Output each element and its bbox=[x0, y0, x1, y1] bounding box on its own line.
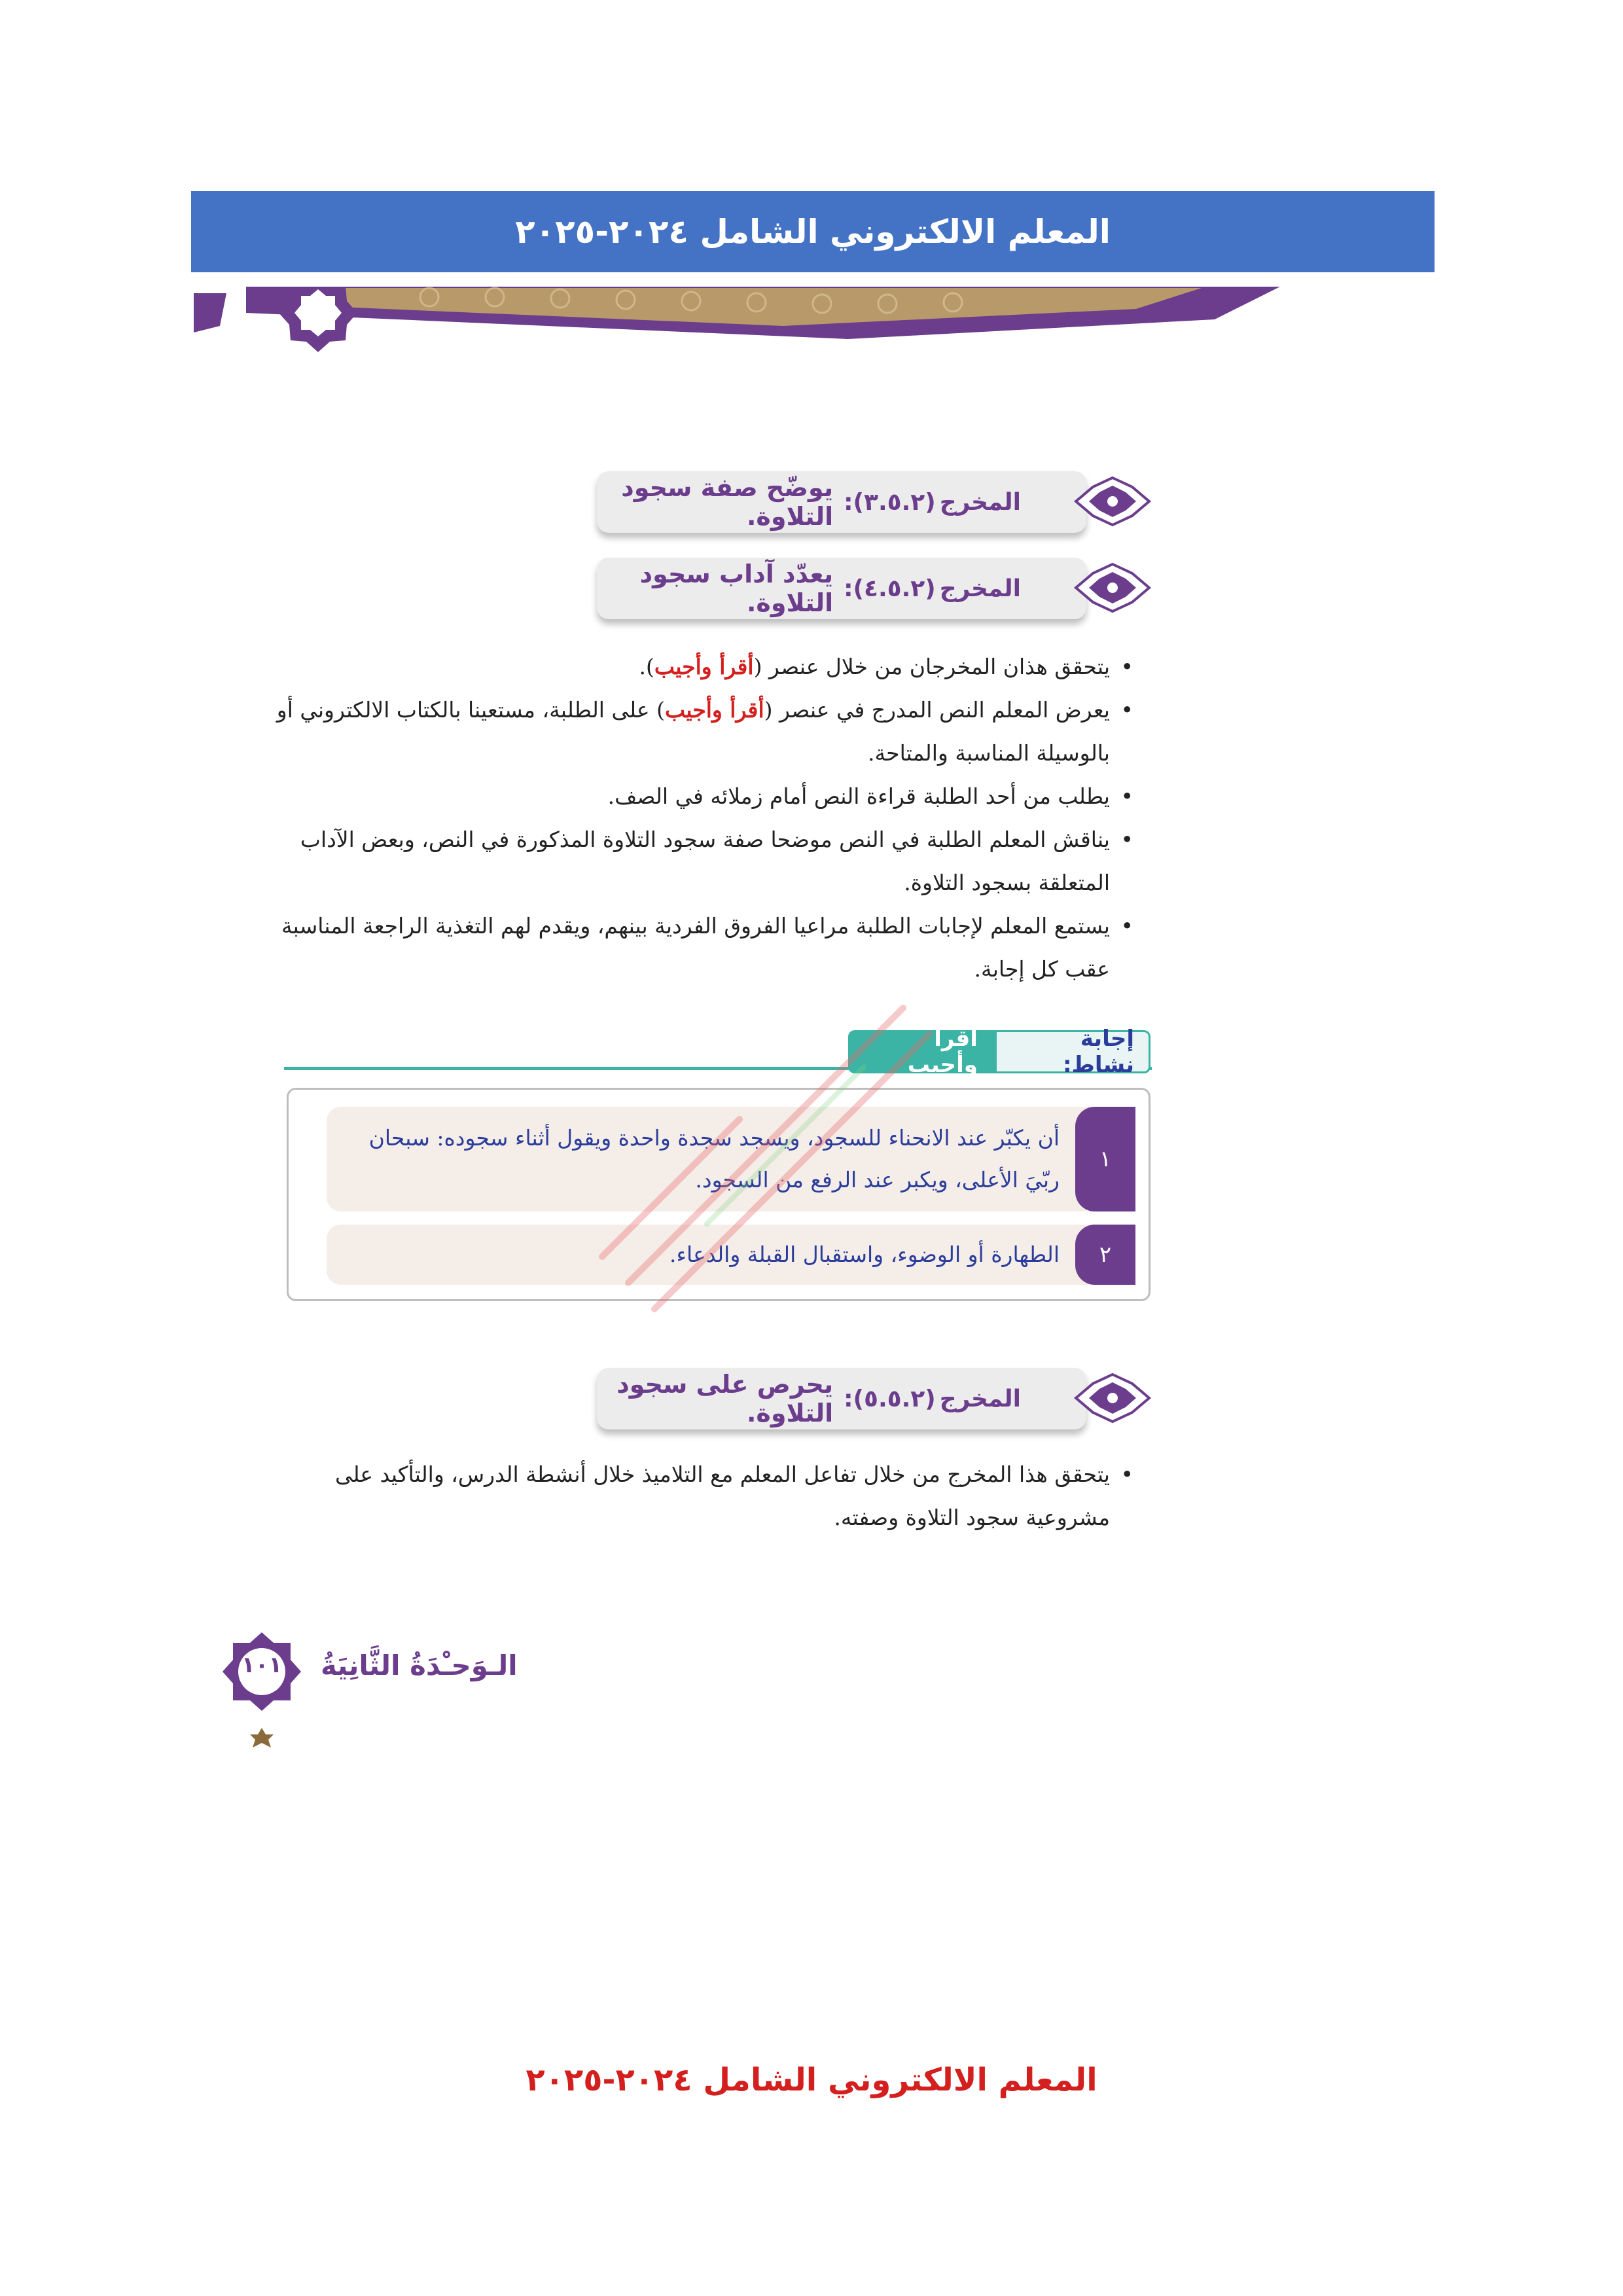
outcome-box-1 bbox=[597, 471, 1086, 533]
outcome-text: يحرص على سجود التلاوة. bbox=[616, 1370, 834, 1427]
answer-text: أن يكبّر عند الانحناء للسجود، ويسجد سجدة واحدة ويقول أثناء سجوده: سبحان ربّيَ الأعلى، ويكبر عند الرفع من السجود. bbox=[368, 1125, 1060, 1193]
page-number: ١٠١ bbox=[241, 1652, 283, 1678]
activity-tab-name: أقرأ وأجيب bbox=[848, 1030, 995, 1073]
decorative-band bbox=[194, 287, 1280, 378]
highlight-text: أقرأ وأجيب bbox=[664, 697, 764, 723]
outcome-code: (٥.٥.٢): bbox=[844, 1385, 936, 1412]
highlight-text: أقرأ وأجيب bbox=[654, 654, 754, 679]
outcome-box-3 bbox=[597, 1368, 1086, 1429]
activity-tab bbox=[848, 1026, 1150, 1078]
activity-tab-label: إجابة نشاط: bbox=[995, 1030, 1150, 1073]
outcome-text: يوضّح صفة سجود التلاوة. bbox=[621, 473, 834, 531]
outcome-label: المخرج bbox=[939, 575, 1021, 602]
header-bar bbox=[191, 191, 1435, 272]
outcome-code: (٤.٥.٢): bbox=[844, 575, 936, 602]
outcome-box-2 bbox=[597, 558, 1086, 619]
list-item: • يستمع المعلم لإجابات الطلبة مراعيا الفروق الفردية بينهم، ويقدم لهم التغذية الراجعة المناسبة عقب كل إجابة. bbox=[263, 905, 1133, 991]
footer-title: المعلم الالكتروني الشامل ٢٠٢٤-٢٠٢٥ bbox=[526, 2062, 1097, 2098]
list-item: • يتحقق هذان المخرجان من خلال عنصر (أقرأ وأجيب). bbox=[263, 645, 1133, 689]
list-item: • يطلب من أحد الطلبة قراءة النص أمام زملائه في الصف. bbox=[263, 775, 1133, 818]
answer-row-1 bbox=[327, 1107, 1135, 1211]
outcome-label: المخرج bbox=[939, 1385, 1021, 1412]
answer-number: ٢ bbox=[1075, 1225, 1135, 1285]
list-item: • يتحقق هذا المخرج من خلال تفاعل المعلم مع التلاميذ خلال أنشطة الدرس، والتأكيد على مشروعية سجود التلاوة وصفته. bbox=[263, 1453, 1133, 1539]
instruction-list-2 bbox=[263, 1453, 1133, 1539]
outcome-ornament-icon bbox=[1073, 562, 1152, 614]
outcome-ornament-icon bbox=[1073, 475, 1152, 528]
list-item: • يناقش المعلم الطلبة في النص موضحا صفة سجود التلاوة المذكورة في النص، وبعض الآداب المتعلقة بسجود التلاوة. bbox=[263, 818, 1133, 905]
list-item: • يعرض المعلم النص المدرج في عنصر (أقرأ وأجيب) على الطلبة، مستعينا بالكتاب الالكتروني أو بالوسيلة المناسبة والمتاحة. bbox=[263, 689, 1133, 775]
answer-row-2 bbox=[327, 1225, 1135, 1285]
unit-name: الـوَحـْدَةُ الثَّانِيَةُ bbox=[321, 1649, 518, 1681]
answer-number: ١ bbox=[1075, 1107, 1135, 1211]
header-title: المعلم الالكتروني الشامل ٢٠٢٤-٢٠٢٥ bbox=[515, 213, 1111, 251]
page-number-badge bbox=[223, 1630, 301, 1754]
outcome-code: (٣.٥.٢): bbox=[844, 488, 936, 516]
answers-box bbox=[287, 1088, 1150, 1301]
answer-text: الطهارة أو الوضوء، واستقبال القبلة والدعاء. bbox=[669, 1242, 1060, 1267]
outcome-ornament-icon bbox=[1073, 1372, 1152, 1424]
instruction-list-1 bbox=[263, 645, 1133, 991]
outcome-label: المخرج bbox=[939, 488, 1021, 516]
outcome-text: يعدّد آداب سجود التلاوة. bbox=[639, 560, 834, 617]
